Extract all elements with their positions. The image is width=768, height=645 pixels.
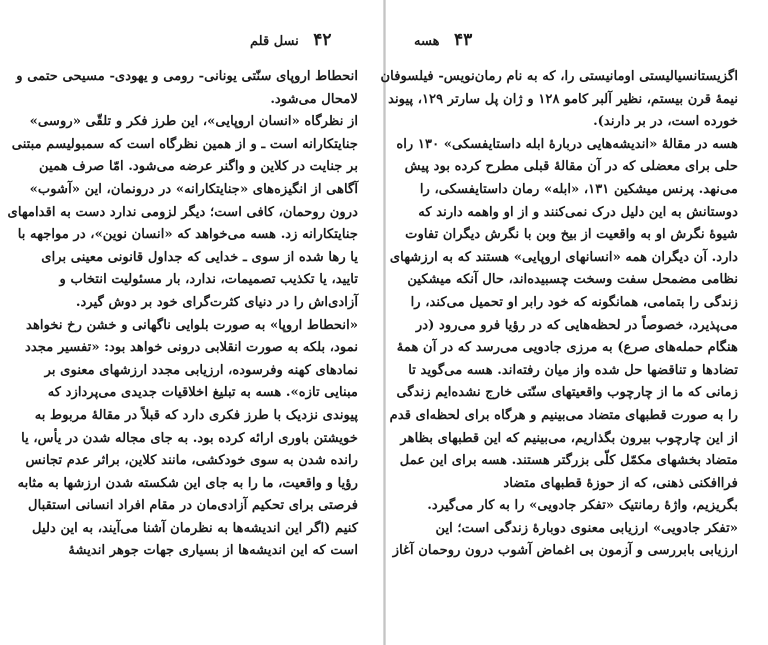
text-line: نمود، بلکه به صورت انقلابی درونی خواهد بود: «تفسیر مجدد	[25, 340, 358, 356]
text-line: جنایتکارانه زد. هسه می‌خواهد که «انسان نوین»، در مواجهه با	[17, 227, 358, 243]
text-line: می‌پذیرد، خصوصاً در لحظه‌هایی که در رؤیا فرو می‌رود (در	[415, 317, 738, 333]
text-line: بگریزیم، واژهٔ رمانتیک «تفکر جادویی» را به کار می‌گیرد.	[427, 498, 738, 514]
text-line: رؤیا و واقعیت، ما را به جای این شکسته شدن ارزشها به مثابه	[17, 475, 358, 491]
text-line: زمانی که ما از چارچوب واقعیتهای سنّتی خارج نشده‌ایم زندگی	[396, 385, 738, 401]
right-running-title: هسه	[414, 34, 440, 49]
text-line: خورده است، در بر دارند).	[593, 114, 738, 130]
text-line: پیوندی نزدیک با طرز فکری دارد که قبلاً در مقالهٔ مربوط به	[34, 407, 358, 423]
text-line: کنیم (اگر این اندیشه‌ها به نظرمان آشنا می‌آیند، به این دلیل	[32, 520, 358, 536]
left-page-body	[7, 66, 358, 563]
text-line: نیمهٔ قرن بیستم، نظیر آلبر کامو ۱۲۸ و ژان پل سارتر ۱۲۹، پیوند	[388, 91, 738, 107]
text-line: خویشتن باوری ارائه کرده بود. به جای مجاله شدن در یأس، یا	[21, 430, 358, 446]
text-line: انحطاط اروپای سنّتی یونانی- رومی و یهودی- مسیحی حتمی و	[16, 69, 358, 84]
text-line: نمادهای کهنه وفرسوده، ارزیابی مجدد ارزشهای معنوی بر	[44, 362, 358, 378]
right-page-body	[380, 66, 738, 563]
text-line: هسه در مقالهٔ «اندیشه‌هایی دربارهٔ ابله داستایفسکی» ۱۳۰ راه	[396, 136, 738, 152]
text-line: یا رها شده از سوی ـ خدایی که جداول قانونی معینی برای	[41, 249, 358, 265]
text-line: رانده شدن به سوی خودکشی، مانند کلاین، براثر عدم تجانس	[25, 453, 358, 469]
text-line: دوستانش به این دلیل درک نمی‌کنند و از او واهمه دارند که	[418, 204, 738, 220]
text-line: نظامی مضمحل سفت وسخت چسبیده‌اند، حال آنکه میشکین	[407, 272, 738, 288]
text-line: لامحال می‌شود.	[270, 91, 358, 107]
left-running-title: نسل قلم	[250, 34, 299, 49]
text-line: متضاد بخشهای مکمّل کلّی بزرگتر هستند. هسه برای این عمل	[399, 453, 738, 469]
text-line: جنایتکارانه است ـ و از همین نظرگاه است که سمبولیسم مبتنی	[11, 136, 358, 152]
text-line: ارزیابی بابررسی و آزمون بی اغماض آشوب درون روحمان آغاز	[392, 543, 738, 559]
right-page	[380, 0, 768, 645]
text-line: آزادی‌اش را در دنیای کثرت‌گرای خود بر دوش گیرد.	[75, 294, 358, 310]
text-line: فراافکنی ذهنی، که از حوزهٔ قطبهای متضاد	[503, 475, 738, 491]
text-line: دارد. آن دیگران همه «انسانهای اروپایی» هستند که به ارزشهای	[389, 249, 738, 265]
text-line: مبنایی تازه». هسه به تبلیغ اخلاقیات جدیدی می‌پردازد که	[47, 385, 358, 401]
text-line: است که این اندیشه‌ها از بسیاری جهات جوهر اندیشهٔ	[68, 543, 358, 559]
text-line: درون روحمان، کافی است؛ دیگر لزومی ندارد دست به اقدامهای	[7, 204, 358, 220]
text-line: حلی برای معضلی که در آن مقالهٔ قبلی مطرح کرده بود پیش	[404, 159, 738, 175]
text-line: را به صورت قطبهای متضاد می‌بینیم و هرگاه برای لحظه‌ای قدم	[389, 407, 738, 423]
text-line: می‌نهد. پرنس میشکین ۱۳۱، «ابله» رمان داستایفسکی، را	[419, 181, 738, 197]
text-line: بر جنایت در کلاین و واگنر عرضه می‌شود. امّا صرف همین	[39, 159, 358, 175]
text-line: از نظرگاه «انسان اروپایی»، این طرز فکر و تلقّی «روسی»	[29, 114, 358, 130]
left-page-number: ۴۲	[313, 30, 332, 50]
right-page-number: ۴۳	[453, 30, 473, 50]
right-page-header	[414, 30, 472, 50]
text-line: «انحطاط اروپا» به صورت بلوایی ناگهانی و خشن رخ نخواهد	[26, 317, 358, 333]
text-line: از این چارچوب بیرون بگذاریم، می‌بینیم که این قطبهای بظاهر	[400, 430, 738, 446]
text-line: آگاهی از انگیزه‌های «جنایتکارانه» در درونمان، این «آشوب»	[29, 181, 358, 197]
text-line: فرصتی برای تحکیم آزادی‌مان در مقام افراد انسانی استقبال	[28, 498, 358, 514]
text-line: تضادها و تناقضها حل شده واز میان رفته‌اند. هسه می‌گوید تا	[408, 362, 738, 378]
text-line: «تفکر جادویی» ارزیابی معنوی دوبارهٔ زندگی است؛ این	[435, 520, 738, 536]
text-line: اگزیستانسیالیستی اومانیستی را، که به نام رمان‌نویس- فیلسوفان	[380, 69, 738, 84]
text-line: زندگی را بتمامی، همانگونه که خود رابر او تحمیل می‌کند، را	[410, 294, 738, 310]
text-line: تایید، یا تکذیب تصمیمات، ندارد، بار مسئولیت انتخاب و	[59, 272, 358, 288]
left-page-header	[250, 30, 332, 50]
text-line: هنگام حمله‌های صرع) به مرزی جادویی می‌رسد که در آن همهٔ	[396, 340, 738, 356]
text-line: شیوهٔ نگرش او به واقعیت از بیخ وبن با نگرش دیگران تفاوت	[405, 227, 738, 243]
